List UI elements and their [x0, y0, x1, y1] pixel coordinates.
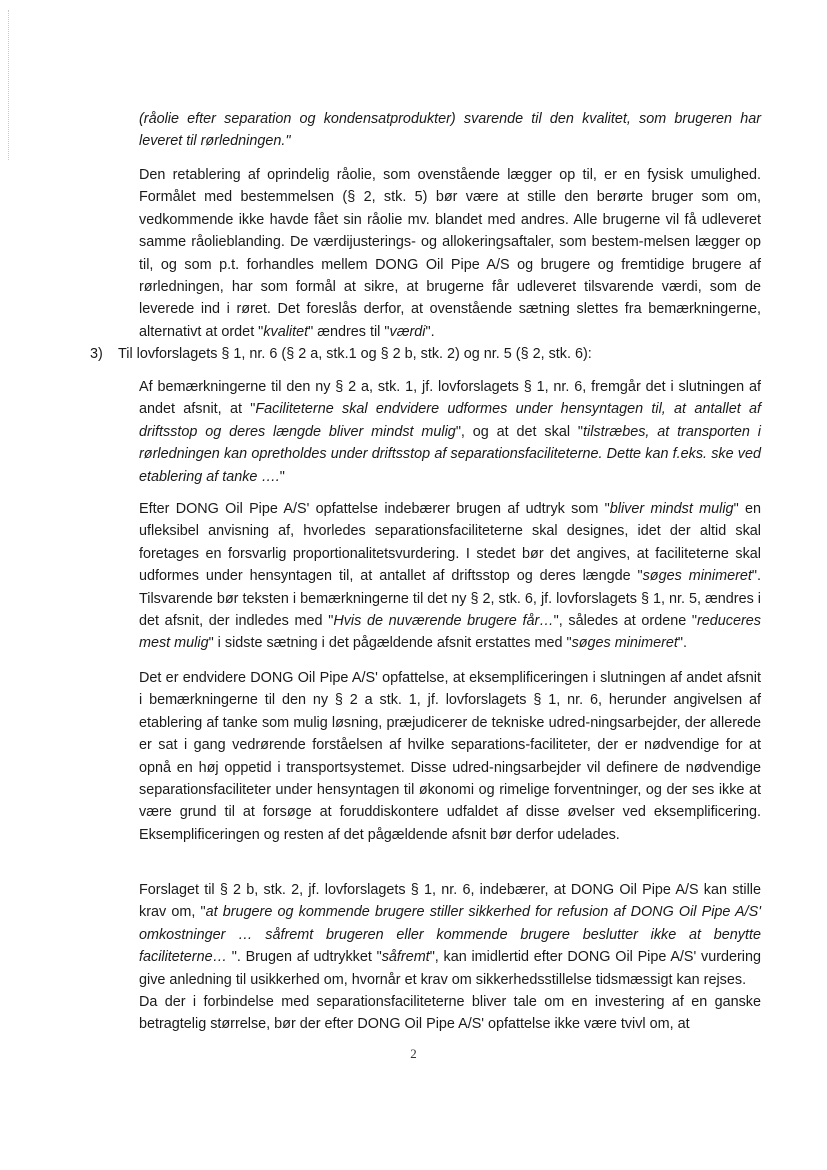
text: Efter DONG Oil Pipe A/S' opfattelse indebærer brugen af udtryk som " [139, 501, 610, 517]
page-number: 2 [410, 1046, 417, 1061]
text: " i sidste sætning i det pågældende afsnit erstattes med " [208, 635, 572, 652]
text: ", kan imidlertid efter DONG Oil Pipe A/S' vurdering give anledning til usikkerhed om, hvornår et krav om sikkerhedsstillelse tidsmæssigt kan rejses. [139, 949, 761, 988]
text: " en ufleksibel anvisning af, hvorledes separationsfaciliteterne skal designes, idet der altid skal foretages en forsvarlig proportionalitetsvurdering. I stedet bør det angives, at faciliteterne skal udformes under hensyntagen til, at antallet af driftsstop og deres længde " [139, 501, 761, 585]
paragraph-eksemplificering: Det er endvidere DONG Oil Pipe A/S' opfattelse, at eksemplificeringen i slutningen af andet afsnit i bemærkningerne til den ny § 2 a stk. 1, jf. lovforslagets § 1, nr. 6, herunder angivelsen af etablering af tanke som mulig løsning, præjudicerer de tekniske udred-ningsarbejder, der allerede er sat i gang vedrørende forståelsen af hvilke separations-faciliteter, der er nødvendige for at opnå en høj oppetid i transportsystemet. Disse udred-ningsarbejder vil definere de nødvendige separationsfaciliteter under hensyntagen til økonomi og rimelige forventninger, og der ses ikke at være grund til at forsøge at foruddiskontere udfaldet af disse øvelser ved eksemplificering. Eksemplificeringen og resten af det pågældende afsnit bør derfor udelades. [139, 670, 761, 843]
text: Den retablering af oprindelig råolie, som ovenstående lægger op til, er en fysisk umulighed. Formålet med bestemmelsen (§ 2, stk. 5) bør være at stille den berørte bruger som om, vedkommende ikke havde fået sin råolie mv. blandet med andres. Alle brugerne vil få udleveret samme råolieblanding. De værdijusterings- og allokeringsaftaler, som bestem-melsen lægger op til, og som p.t. forhandles mellem DONG Oil Pipe A/S og brugere og fremtidige brugere af rørledningen, har som formål at sikre, at brugerne får udleveret tilsvarende værdi, som de leverede ind i røret. Det foreslås derfor, at ovenstående sætning slettes fra bemærkningerne, alternativt at ordet " [139, 167, 761, 340]
text: Af bemærkningerne til den ny § 2 a, stk. 1, jf. lovforslagets § 1, nr. 6, fremgår det i slutningen af andet afsnit, at " [139, 379, 761, 418]
quote: Hvis de nuværende brugere får… [333, 613, 554, 630]
paragraph-sikkerhed [139, 879, 761, 991]
text: ". Brugen af udtrykket " [226, 949, 382, 966]
quote: såfremt [381, 949, 430, 966]
text: ". [677, 635, 688, 652]
paragraph-opfattelse [139, 498, 761, 655]
text: ", og at det skal " [455, 423, 584, 440]
text: Forslaget til § 2 b, stk. 2, jf. lovforslagets § 1, nr. 6, indebærer, at DONG Oil Pipe A/S kan stille krav om, " [139, 882, 761, 921]
paragraph-investering: Da der i forbindelse med separationsfaciliteterne bliver tale om en investering af en ganske betragtelig størrelse, bør der efter DONG Oil Pipe A/S' opfattelse ikke være tvivl om, at [139, 994, 761, 1033]
text: " ændres til " [308, 323, 390, 340]
item-heading: Til lovforslagets § 1, nr. 6 (§ 2 a, stk.1 og § 2 b, stk. 2) og nr. 5 (§ 2, stk. 6): [118, 346, 592, 362]
quote: at brugere og kommende brugere stiller sikkerhed for refusion af DONG Oil Pipe A/S' omkostninger … såfremt brugeren eller kommende brugere beslutter ikke at benytte faciliteterne… [139, 904, 761, 966]
margin-rule [8, 10, 9, 160]
text: " [279, 468, 285, 485]
item-number: 3) [90, 346, 103, 362]
paragraph-retablering [139, 164, 761, 343]
paragraph-bemaerkninger [139, 376, 761, 488]
quote: søges minimeret [571, 635, 678, 652]
quote: reduceres mest mulig [139, 613, 761, 652]
text: ", således at ordene " [553, 613, 697, 630]
text: ". [425, 323, 435, 340]
quote: søges minimeret [642, 568, 752, 585]
quote: tilstræbes, at transporten i rørledningen kan opretholdes under driftsstop af separationsfaciliteterne. Dette kan f.eks. ske ved etablering af tanke …. [139, 423, 762, 485]
emphasis: værdi [389, 323, 426, 340]
emphasis: kvalitet [263, 323, 309, 340]
paragraph-quote-continuation: (råolie efter separation og kondensatprodukter) svarende til den kvalitet, som brugeren har leveret til rørledningen." [139, 111, 761, 150]
quote: bliver mindst mulig [609, 501, 734, 517]
text: ". Tilsvarende bør teksten i bemærkningerne til det ny § 2, stk. 6, jf. lovforslagets § 1, nr. 5, ændres i det afsnit, der indledes med " [139, 568, 761, 630]
quote: Faciliteterne skal endvidere udformes under hensyntagen til, at antallet af driftsstop og deres længde bliver mindst mulig [139, 401, 761, 440]
